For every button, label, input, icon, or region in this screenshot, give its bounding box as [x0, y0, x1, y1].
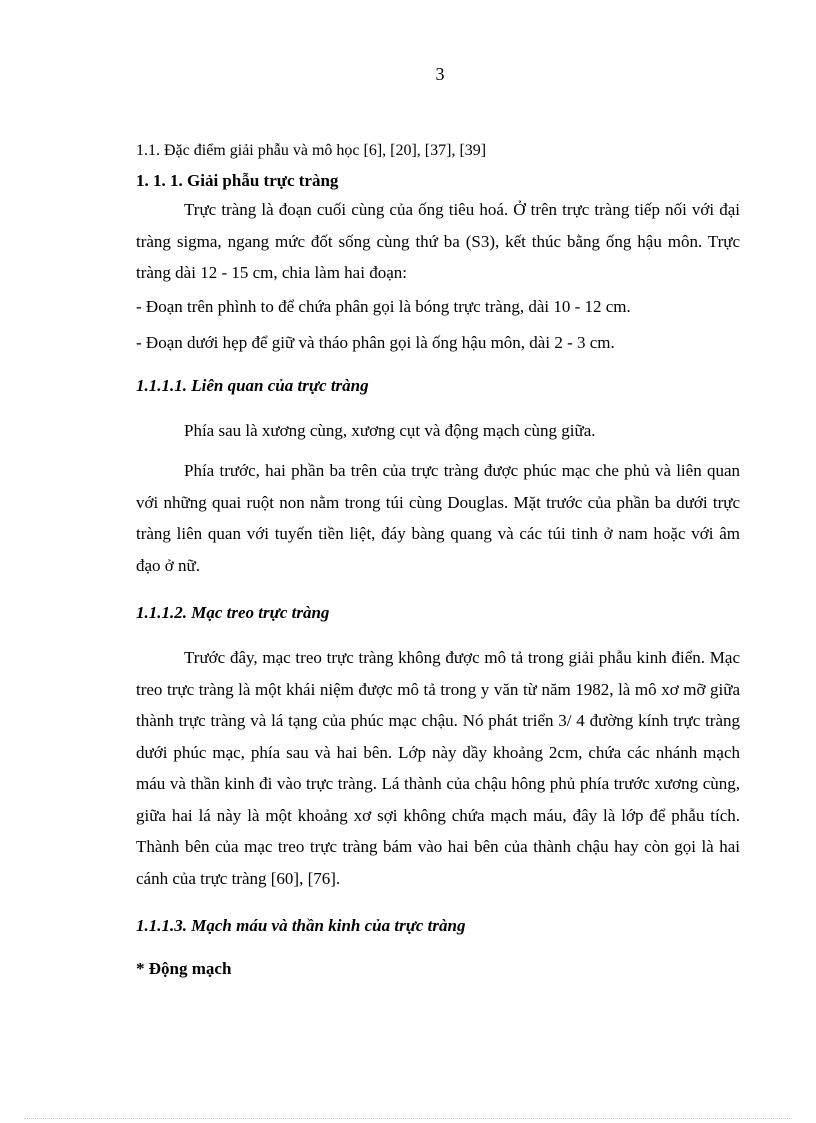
page-number: 3: [435, 64, 445, 84]
final-label: * Động mạch: [136, 959, 232, 978]
bullet-item: - Đoạn trên phình to để chứa phân gọi là bóng trực tràng, dài 10 - 12 cm.: [136, 296, 631, 316]
page-divider: [24, 1118, 792, 1119]
page-content: [136, 140, 740, 997]
paragraph: Phía sau là xương cùng, xương cụt và động mạch cùng giữa.: [184, 420, 596, 440]
heading-mach-mau: 1.1.1.3. Mạch máu và thần kinh của trực tràng: [136, 916, 466, 935]
section-title: 1.1. Đặc điểm giải phẫu và mô học [6], [20], [37], [39]: [136, 142, 487, 159]
bullet-item: - Đoạn dưới hẹp để giữ và tháo phân gọi là ống hậu môn, dài 2 - 3 cm.: [136, 332, 615, 352]
intro-paragraph: Trực tràng là đoạn cuối cùng của ống tiêu hoá. Ở trên trực tràng tiếp nối với đại tràng sigma, ngang mức đốt sống cùng thứ ba (S3), kết thúc bằng ống hậu môn. Trực tràng dài 12 - 15 cm, chia làm hai đoạn:: [136, 200, 740, 282]
heading-mac-treo: 1.1.1.2. Mạc treo trực tràng: [136, 603, 330, 622]
paragraph: Phía trước, hai phần ba trên của trực tràng được phúc mạc che phủ và liên quan với những quai ruột non nằm trong túi cùng Douglas. Mặt trước của phần ba dưới trực tràng liên quan với tuyến tiền liệt, đáy bàng quang và các túi tinh ở nam hoặc với âm đạo ở nữ.: [136, 461, 740, 575]
subsection-title: 1. 1. 1. Giải phẫu trực tràng: [136, 171, 339, 190]
heading-lien-quan: 1.1.1.1. Liên quan của trực tràng: [136, 375, 369, 395]
paragraph: Trước đây, mạc treo trực tràng không được mô tả trong giải phẫu kinh điển. Mạc treo trực tràng là một khái niệm được mô tả trong y văn từ năm 1982, là mô xơ mỡ giữa thành trực tràng và lá tạng của phúc mạc chậu. Nó phát triển 3/ 4 đường kính trực tràng dưới phúc mạc, phía sau và hai bên. Lớp này dầy khoảng 2cm, chứa các nhánh mạch máu và thần kinh đi vào trực tràng. Lá thành của chậu hông phủ phía trước xương cùng, giữa hai lá này là một khoảng xơ sợi không chứa mạch máu, đây là lớp để phẫu tích. Thành bên của mạc treo trực tràng bám vào hai bên của thành chậu hay còn gọi là hai cánh của trực tràng [60], [76].: [136, 648, 740, 888]
